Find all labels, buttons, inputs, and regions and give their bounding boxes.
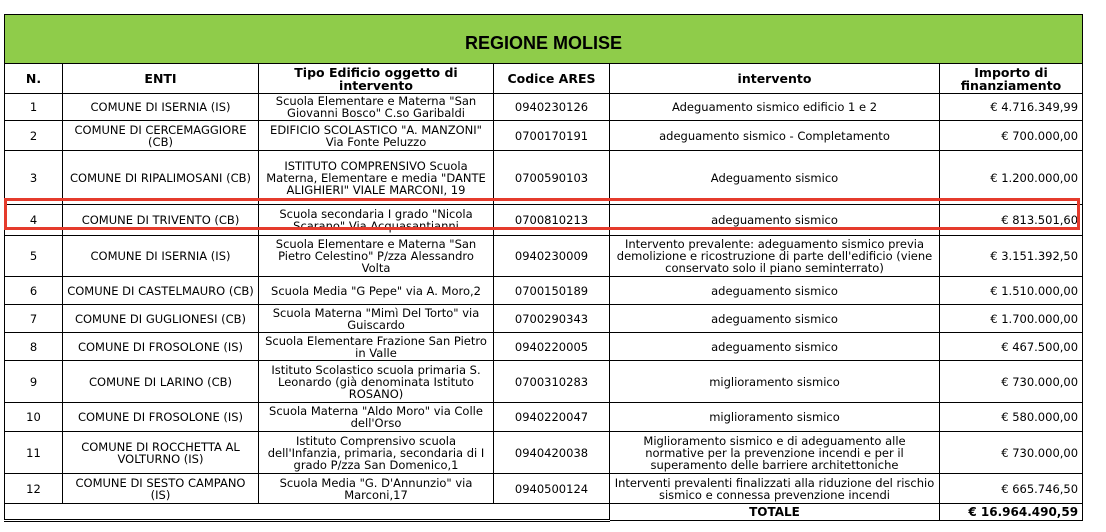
row-importo: € 700.000,00 <box>940 121 1083 151</box>
row-number: 2 <box>5 121 63 151</box>
row-ente: COMUNE DI ISERNIA (IS) <box>63 94 259 121</box>
total-row <box>5 504 1083 521</box>
header-importo: Importo di finanziamento <box>940 64 1083 94</box>
header-enti: ENTI <box>63 64 259 94</box>
row-tipo: ISTITUTO COMPRENSIVO Scuola Materna, Elementare e media "DANTE ALIGHIERI" VIALE MARCONI, 19 <box>259 151 494 205</box>
header-codice: Codice ARES <box>494 64 610 94</box>
row-intervento: adeguamento sismico <box>610 277 940 305</box>
row-number: 7 <box>5 305 63 333</box>
row-importo: € 467.500,00 <box>940 333 1083 361</box>
table-row <box>5 361 1083 403</box>
row-number: 9 <box>5 361 63 403</box>
row-importo: € 1.700.000,00 <box>940 305 1083 333</box>
row-ente: COMUNE DI CASTELMAURO (CB) <box>63 277 259 305</box>
row-codice: 0940220005 <box>494 333 610 361</box>
row-ente: COMUNE DI ISERNIA (IS) <box>63 236 259 277</box>
row-ente: COMUNE DI GUGLIONESI (CB) <box>63 305 259 333</box>
row-intervento: adeguamento sismico - Completamento <box>610 121 940 151</box>
row-codice: 0940500124 <box>494 474 610 504</box>
row-ente: COMUNE DI FROSOLONE (IS) <box>63 333 259 361</box>
row-number: 3 <box>5 151 63 205</box>
row-tipo: Scuola Media "G. D'Annunzio" via Marconi,17 <box>259 474 494 504</box>
row-tipo: Istituto Comprensivo scuola dell'Infanzia, primaria, secondaria di I grado P/zza San Domenico,1 <box>259 432 494 474</box>
table-row <box>5 403 1083 432</box>
row-importo: € 813.501,60 <box>940 205 1083 236</box>
row-importo: € 730.000,00 <box>940 361 1083 403</box>
row-intervento: adeguamento sismico <box>610 305 940 333</box>
header-row <box>5 64 1083 94</box>
row-ente: COMUNE DI RIPALIMOSANI (CB) <box>63 151 259 205</box>
table-row <box>5 432 1083 474</box>
header-n: N. <box>5 64 63 94</box>
row-importo: € 580.000,00 <box>940 403 1083 432</box>
row-importo: € 1.510.000,00 <box>940 277 1083 305</box>
table-title: REGIONE MOLISE <box>5 15 1083 64</box>
row-importo: € 4.716.349,99 <box>940 94 1083 121</box>
row-intervento: adeguamento sismico <box>610 333 940 361</box>
row-codice: 0700150189 <box>494 277 610 305</box>
table-row <box>5 277 1083 305</box>
table-row <box>5 151 1083 205</box>
row-intervento: miglioramento sismico <box>610 361 940 403</box>
row-tipo: EDIFICIO SCOLASTICO "A. MANZONI" Via Fonte Peluzzo <box>259 121 494 151</box>
total-value: € 16.964.490,59 <box>940 504 1083 521</box>
row-number: 4 <box>5 205 63 236</box>
table-row <box>5 205 1083 236</box>
row-ente: COMUNE DI FROSOLONE (IS) <box>63 403 259 432</box>
row-tipo: Istituto Scolastico scuola primaria S. Leonardo (già denominata Istituto ROSANO) <box>259 361 494 403</box>
funding-table-sheet <box>4 14 1082 522</box>
row-ente: COMUNE DI CERCEMAGGIORE (CB) <box>63 121 259 151</box>
header-tipo: Tipo Edificio oggetto di intervento <box>259 64 494 94</box>
row-codice: 0940420038 <box>494 432 610 474</box>
row-importo: € 1.200.000,00 <box>940 151 1083 205</box>
title-row <box>5 15 1083 64</box>
row-number: 6 <box>5 277 63 305</box>
row-codice: 0700590103 <box>494 151 610 205</box>
row-tipo: Scuola secondaria I grado "Nicola Scarano" Via Acquasantianni <box>259 205 494 236</box>
row-tipo: Scuola Elementare e Materna "San Giovanni Bosco" C.so Garibaldi <box>259 94 494 121</box>
row-tipo: Scuola Materna "Mimì Del Torto" via Guiscardo <box>259 305 494 333</box>
row-ente: COMUNE DI TRIVENTO (CB) <box>63 205 259 236</box>
row-importo: € 665.746,50 <box>940 474 1083 504</box>
table-row <box>5 236 1083 277</box>
row-intervento: Interventi prevalenti finalizzati alla riduzione del rischio sismico e connessa prevenzione incendi <box>610 474 940 504</box>
table-row <box>5 305 1083 333</box>
row-number: 12 <box>5 474 63 504</box>
header-intervento: intervento <box>610 64 940 94</box>
row-intervento: adeguamento sismico <box>610 205 940 236</box>
total-label: TOTALE <box>610 504 940 521</box>
row-intervento: Intervento prevalente: adeguamento sismico previa demolizione e ricostruzione di parte dell'edificio (viene conservato solo il piano seminterrato) <box>610 236 940 277</box>
row-number: 5 <box>5 236 63 277</box>
row-intervento: Adeguamento sismico <box>610 151 940 205</box>
row-tipo: Scuola Elementare e Materna "San Pietro Celestino" P/zza Alessandro Volta <box>259 236 494 277</box>
row-tipo: Scuola Media "G Pepe" via A. Moro,2 <box>259 277 494 305</box>
table-row <box>5 94 1083 121</box>
table-row <box>5 474 1083 504</box>
row-tipo: Scuola Elementare Frazione San Pietro in Valle <box>259 333 494 361</box>
row-number: 1 <box>5 94 63 121</box>
total-blank <box>5 504 610 521</box>
row-codice: 0700810213 <box>494 205 610 236</box>
row-number: 11 <box>5 432 63 474</box>
row-intervento: miglioramento sismico <box>610 403 940 432</box>
row-importo: € 730.000,00 <box>940 432 1083 474</box>
funding-table <box>4 14 1083 522</box>
table-row <box>5 121 1083 151</box>
row-intervento: Adeguamento sismico edificio 1 e 2 <box>610 94 940 121</box>
row-number: 10 <box>5 403 63 432</box>
table-row <box>5 333 1083 361</box>
row-intervento: Miglioramento sismico e di adeguamento alle normative per la prevenzione incendi e per il superamento delle barriere architettoniche <box>610 432 940 474</box>
row-importo: € 3.151.392,50 <box>940 236 1083 277</box>
row-codice: 0940230009 <box>494 236 610 277</box>
row-ente: COMUNE DI SESTO CAMPANO (IS) <box>63 474 259 504</box>
row-codice: 0700170191 <box>494 121 610 151</box>
row-codice: 0700310283 <box>494 361 610 403</box>
row-tipo: Scuola Materna "Aldo Moro" via Colle dell'Orso <box>259 403 494 432</box>
row-codice: 0940230126 <box>494 94 610 121</box>
row-ente: COMUNE DI LARINO (CB) <box>63 361 259 403</box>
row-ente: COMUNE DI ROCCHETTA AL VOLTURNO (IS) <box>63 432 259 474</box>
row-codice: 0940220047 <box>494 403 610 432</box>
row-number: 8 <box>5 333 63 361</box>
row-codice: 0700290343 <box>494 305 610 333</box>
